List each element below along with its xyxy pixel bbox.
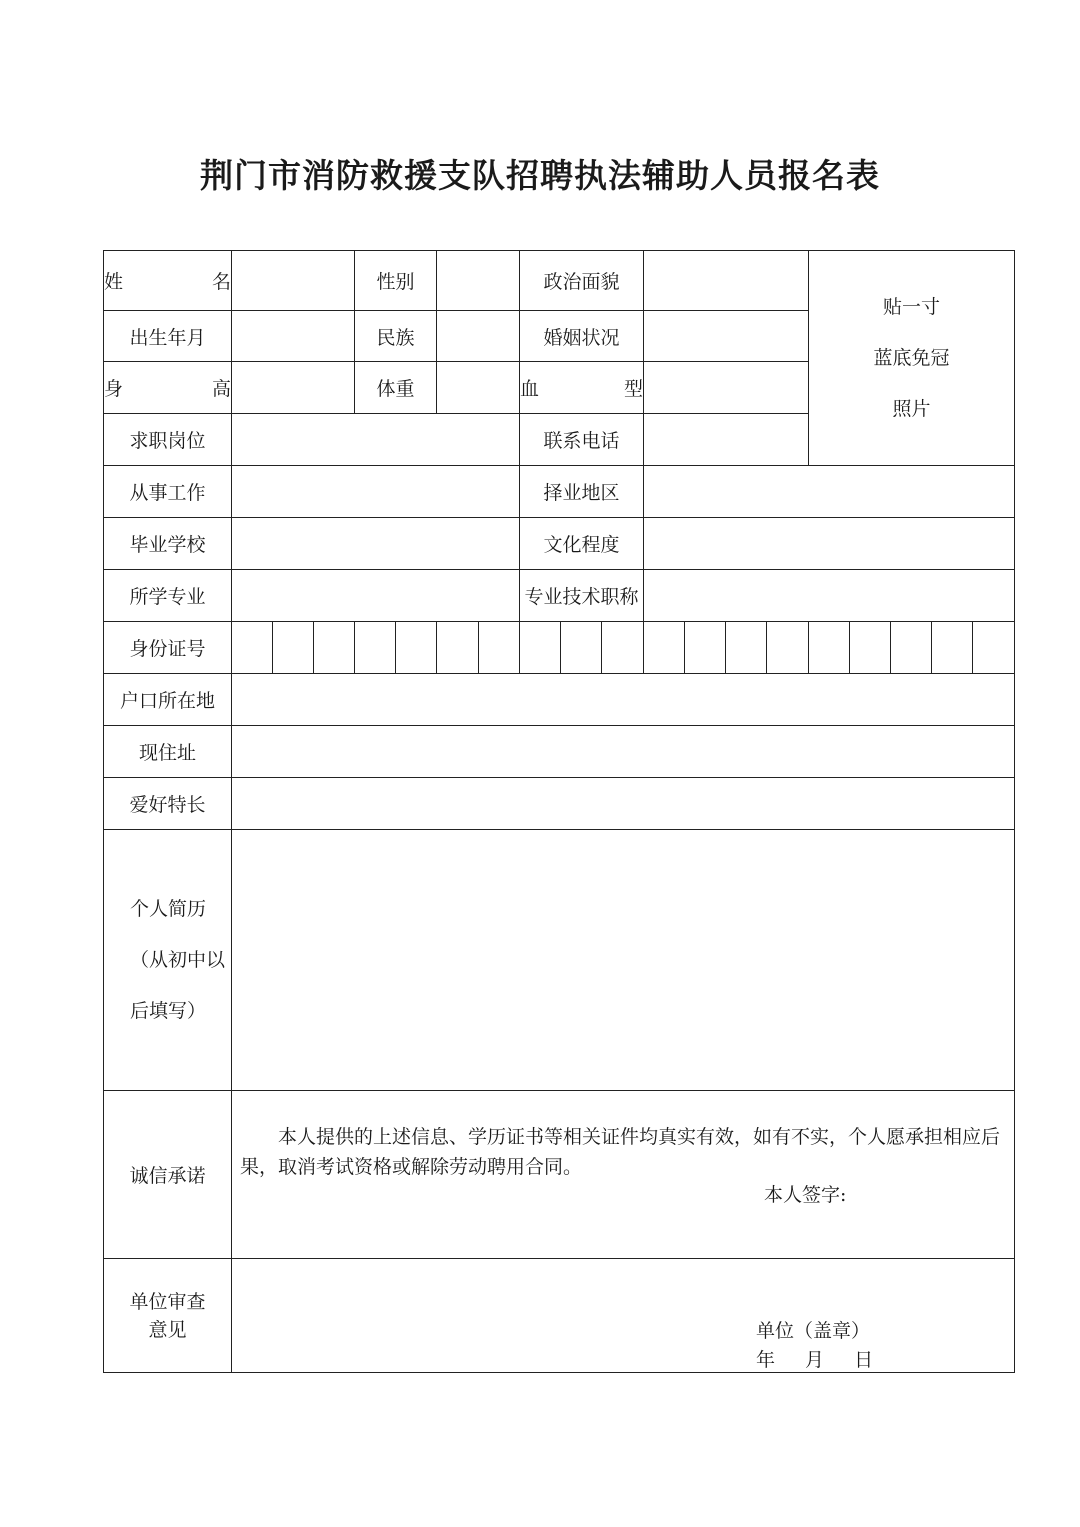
pledge-text: 本人提供的上述信息、学历证书等相关证件均真实有效，如有不实，个人愿承担相应后果，取消考试资格或解除劳动聘用合同。	[240, 1125, 1001, 1178]
bio-line3: 后填写）	[130, 999, 207, 1022]
row-address	[104, 726, 1015, 778]
review-label-line1: 单位审查	[129, 1290, 206, 1313]
label-name: 姓 名	[104, 251, 232, 311]
id-digit-cell[interactable]	[232, 622, 273, 674]
input-title-rank[interactable]	[644, 570, 1015, 622]
input-region[interactable]	[644, 466, 1015, 518]
input-birth[interactable]	[232, 311, 355, 362]
label-review	[104, 1259, 232, 1373]
bio-line2: （从初中以	[130, 948, 226, 971]
row-hobbies	[104, 778, 1015, 830]
seal-label: 单位（盖章）	[756, 1319, 871, 1342]
input-major[interactable]	[232, 570, 520, 622]
id-digit-cell[interactable]	[726, 622, 767, 674]
row-id-number	[104, 622, 1015, 674]
label-hobbies: 爱好特长	[104, 778, 232, 830]
label-pledge: 诚信承诺	[104, 1091, 232, 1259]
photo-line2: 蓝底免冠	[873, 346, 950, 369]
input-bio[interactable]	[232, 830, 1015, 1091]
label-blood: 血 型	[520, 362, 644, 414]
id-digit-cell[interactable]	[561, 622, 602, 674]
input-blood[interactable]	[644, 362, 809, 414]
input-school[interactable]	[232, 518, 520, 570]
id-digit-cell[interactable]	[767, 622, 809, 674]
id-digit-cell[interactable]	[273, 622, 314, 674]
label-political: 政治面貌	[520, 251, 644, 311]
label-school: 毕业学校	[104, 518, 232, 570]
photo-line3: 照片	[892, 397, 931, 420]
label-region: 择业地区	[520, 466, 644, 518]
pledge-cell	[232, 1091, 1015, 1259]
row-school	[104, 518, 1015, 570]
input-height[interactable]	[232, 362, 355, 414]
label-bio	[104, 830, 232, 1091]
bio-line1: 个人简历	[130, 897, 207, 920]
input-political[interactable]	[644, 251, 809, 311]
label-weight: 体重	[355, 362, 437, 414]
row-bio	[104, 830, 1015, 1091]
row-review	[104, 1259, 1015, 1373]
date-label: 年 月 日	[756, 1348, 874, 1371]
label-marital: 婚姻状况	[520, 311, 644, 362]
input-name[interactable]	[232, 251, 355, 311]
id-digit-cell[interactable]	[850, 622, 891, 674]
page-title: 荆门市消防救援支队招聘执法辅助人员报名表	[200, 156, 880, 195]
id-digit-cell[interactable]	[602, 622, 644, 674]
label-position: 求职岗位	[104, 414, 232, 466]
review-label-line2: 意见	[148, 1318, 187, 1341]
input-gender[interactable]	[437, 251, 520, 311]
id-digit-cell[interactable]	[314, 622, 355, 674]
label-major: 所学专业	[104, 570, 232, 622]
label-title-rank: 专业技术职称	[520, 570, 644, 622]
input-education[interactable]	[644, 518, 1015, 570]
id-digit-cell[interactable]	[809, 622, 850, 674]
id-digit-cell[interactable]	[685, 622, 726, 674]
row-pledge	[104, 1091, 1015, 1259]
input-work[interactable]	[232, 466, 520, 518]
label-birth: 出生年月	[104, 311, 232, 362]
id-digit-cell[interactable]	[396, 622, 437, 674]
label-ethnicity: 民族	[355, 311, 437, 362]
label-phone: 联系电话	[520, 414, 644, 466]
label-address: 现住址	[104, 726, 232, 778]
input-hobbies[interactable]	[232, 778, 1015, 830]
photo-line1: 贴一寸	[883, 295, 941, 318]
input-weight[interactable]	[437, 362, 520, 414]
row-name	[104, 251, 1015, 311]
id-digit-cell[interactable]	[479, 622, 520, 674]
input-marital[interactable]	[644, 311, 809, 362]
input-hukou[interactable]	[232, 674, 1015, 726]
input-address[interactable]	[232, 726, 1015, 778]
id-digit-cell[interactable]	[355, 622, 396, 674]
input-ethnicity[interactable]	[437, 311, 520, 362]
input-phone[interactable]	[644, 414, 809, 466]
label-hukou: 户口所在地	[104, 674, 232, 726]
input-position[interactable]	[232, 414, 520, 466]
review-cell[interactable]	[232, 1259, 1015, 1373]
row-major	[104, 570, 1015, 622]
id-digit-cell[interactable]	[437, 622, 479, 674]
id-digit-cell[interactable]	[932, 622, 973, 674]
label-education: 文化程度	[520, 518, 644, 570]
label-work: 从事工作	[104, 466, 232, 518]
registration-form	[103, 250, 1015, 1373]
id-digit-cell[interactable]	[891, 622, 932, 674]
id-digit-cell[interactable]	[644, 622, 685, 674]
id-digit-cell[interactable]	[973, 622, 1015, 674]
label-gender: 性别	[355, 251, 437, 311]
signature-label: 本人签字:	[764, 1183, 847, 1206]
label-height: 身 高	[104, 362, 232, 414]
row-work	[104, 466, 1015, 518]
photo-box[interactable]	[809, 251, 1015, 466]
label-id-number: 身份证号	[104, 622, 232, 674]
id-digit-cell[interactable]	[520, 622, 561, 674]
row-hukou	[104, 674, 1015, 726]
